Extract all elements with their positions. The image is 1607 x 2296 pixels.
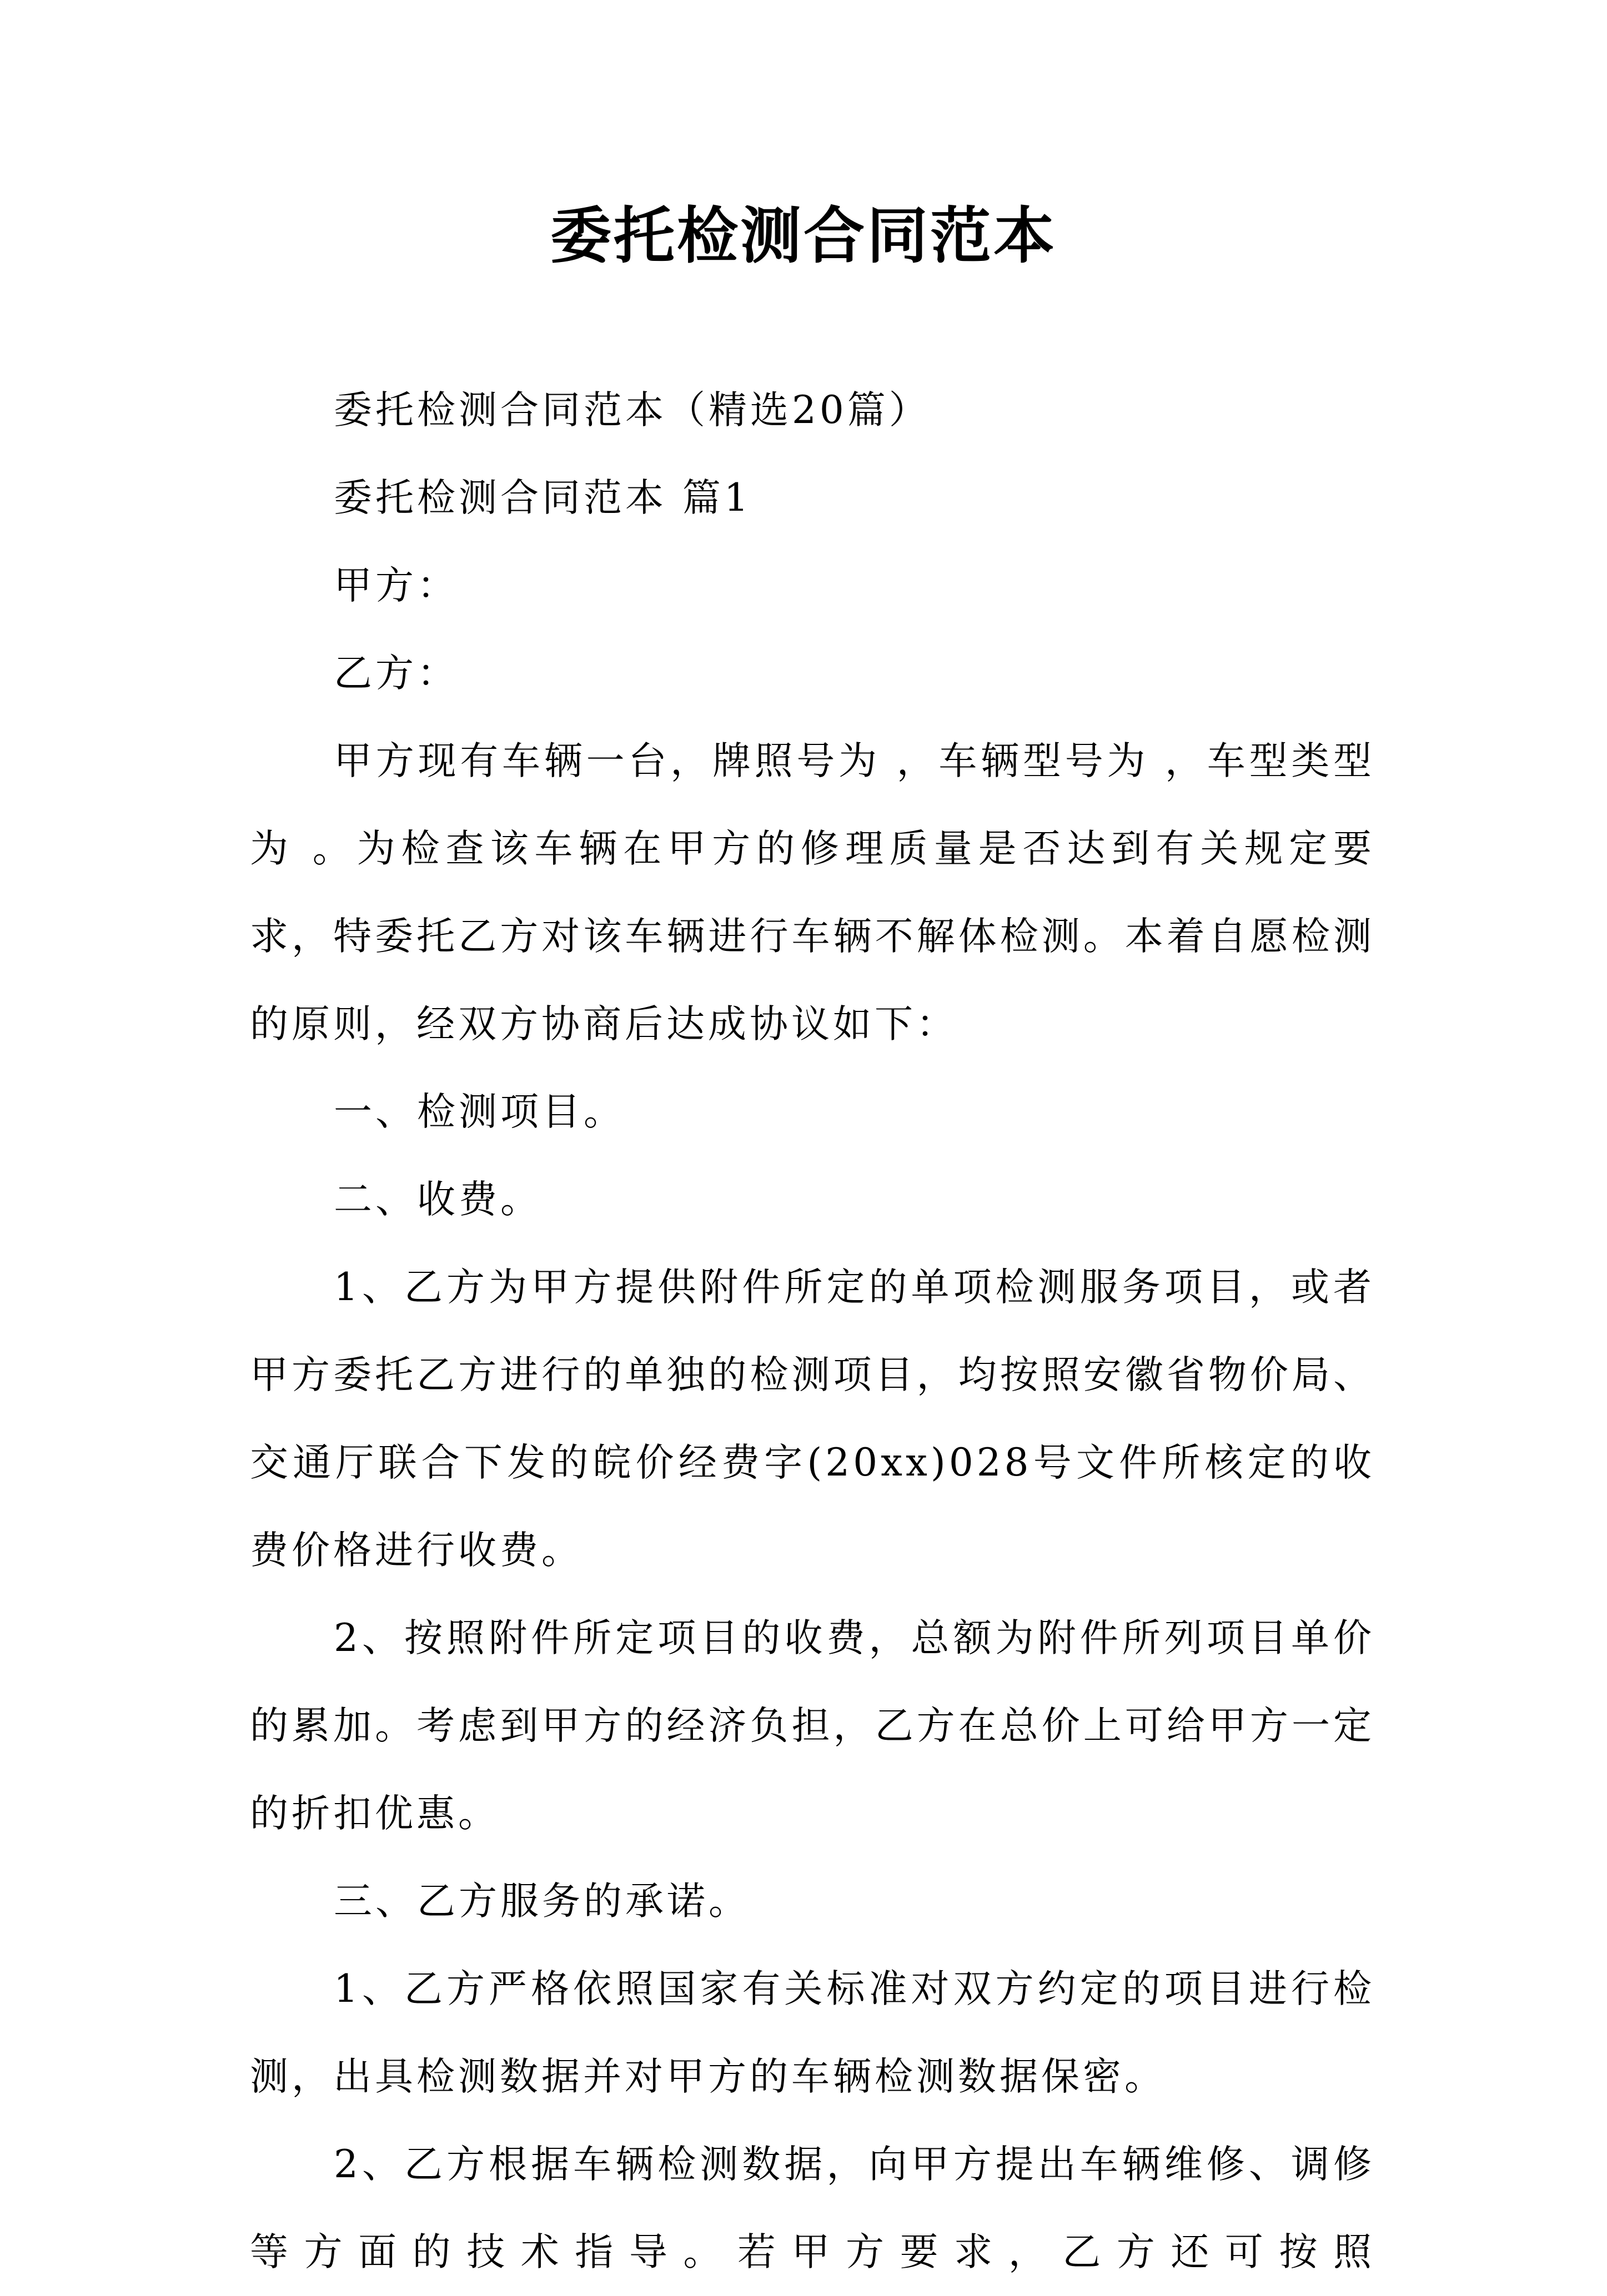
paragraph: 三、乙方服务的承诺。 <box>334 1879 750 1924</box>
paragraph: 二、收费。 <box>334 1177 542 1222</box>
paragraph: 甲方： <box>334 563 459 608</box>
paragraph: 1、乙方为甲方提供附件所定的单项检测服务项目，或者甲方委托乙方进行的单独的检测项目，均按照安徽省物价局、交通厅联合下发的皖价经费字(20xx)028号文件所核定的收费价格进行收费。 <box>250 1265 1375 1573</box>
paragraph: 甲方现有车辆一台，牌照号为 ，车辆型号为 ，车型类型为 。为检查该车辆在甲方的修理质量是否达到有关规定要求，特委托乙方对该车辆进行车辆不解体检测。本着自愿检测的原则，经双方协商后达成协议如下： <box>250 739 1375 1046</box>
paragraph: 委托检测合同范本 篇1 <box>334 476 752 520</box>
document-body <box>250 366 1375 2296</box>
document-title: 委托检测合同范本 <box>550 200 1057 271</box>
paragraph: 乙方： <box>334 651 459 696</box>
paragraph: 2、按照附件所定项目的收费，总额为附件所列项目单价的累加。考虑到甲方的经济负担，乙方在总价上可给甲方一定的折扣优惠。 <box>250 1616 1375 1836</box>
paragraph: 一、检测项目。 <box>334 1090 625 1134</box>
paragraph: 1、乙方严格依照国家有关标准对双方约定的项目进行检测，出具检测数据并对甲方的车辆检测数据保密。 <box>250 1967 1375 2099</box>
paragraph: 2、乙方根据车辆检测数据，向甲方提出车辆维修、调修等方面的技术指导。若甲方要求，乙方还可按照 <box>250 2142 1375 2274</box>
paragraph: 委托检测合同范本（精选20篇） <box>334 388 931 432</box>
